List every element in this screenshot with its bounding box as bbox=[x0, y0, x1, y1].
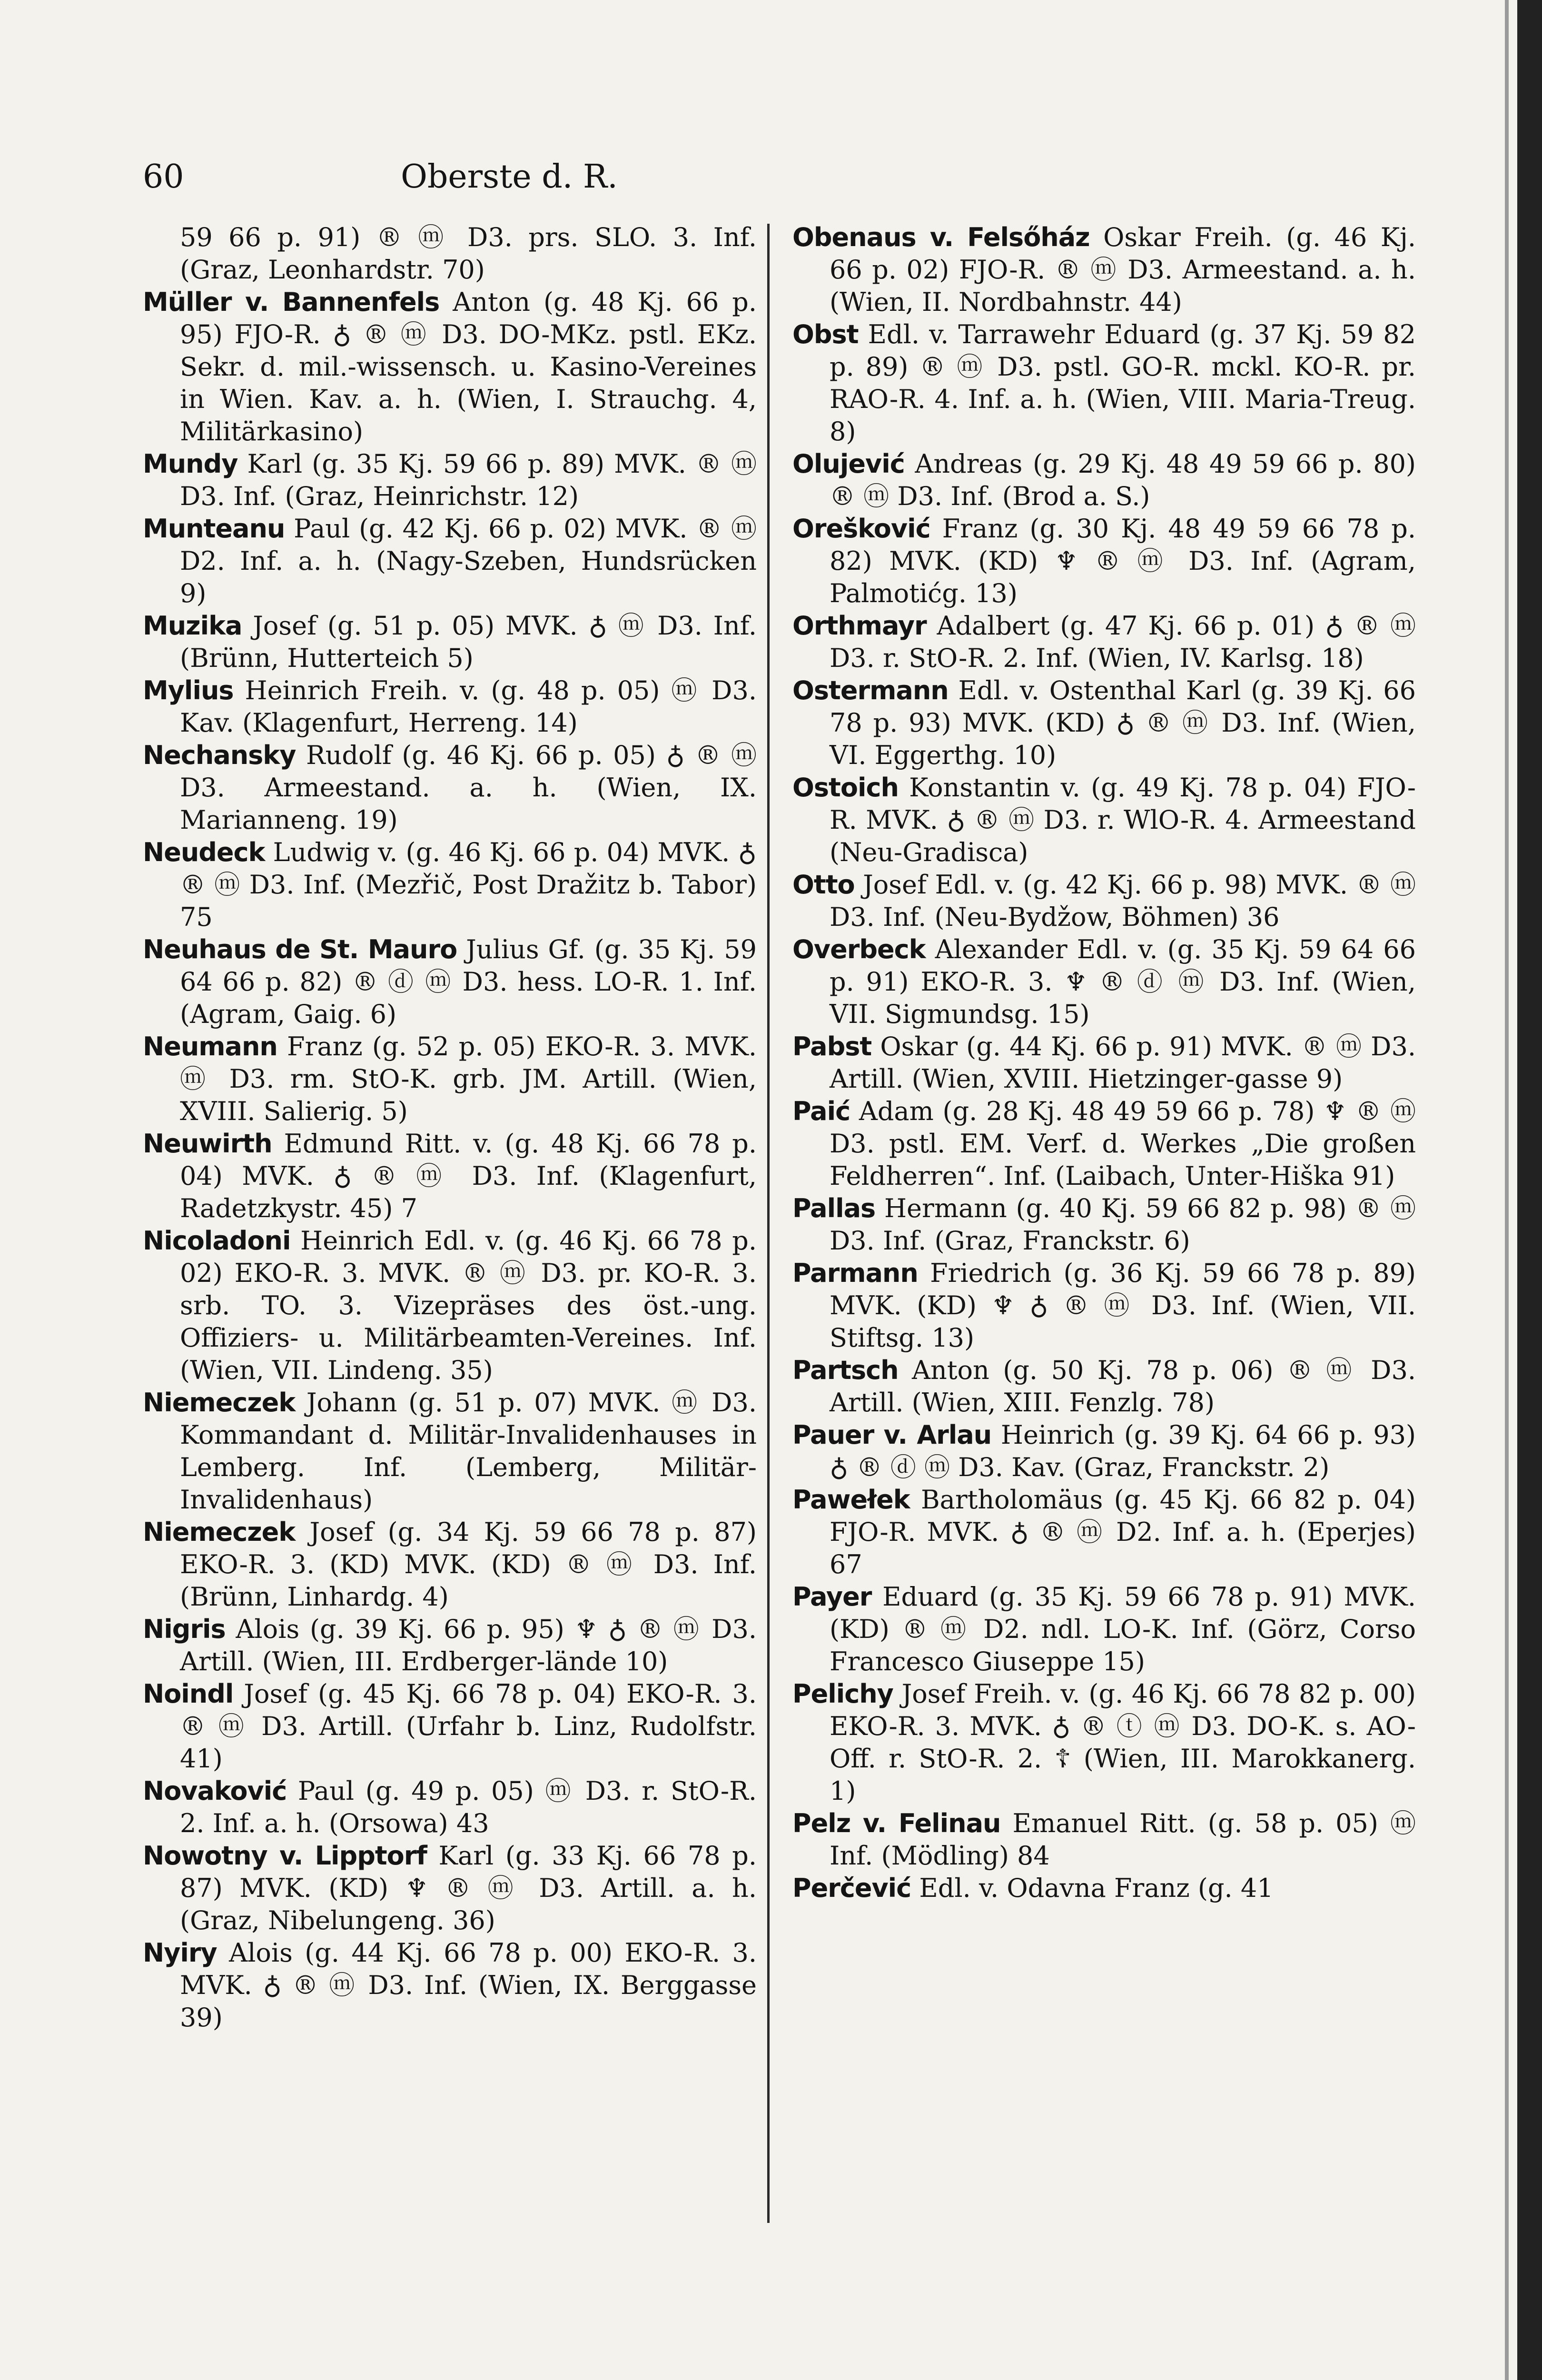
entry-name: Ostermann bbox=[792, 675, 949, 705]
directory-entry bbox=[792, 674, 1416, 772]
entry-name: Orešković bbox=[792, 514, 930, 544]
entry-text: 59 66 p. 91) ® ⓜ D3. prs. SLO. 3. Inf. (Graz, Leonhardstr. 70) bbox=[180, 222, 757, 285]
running-title: Oberste d. R. bbox=[401, 158, 618, 196]
entry-text: Hermann (g. 40 Kj. 59 66 82 p. 98) ® ⓜ D3. Inf. (Graz, Franckstr. 6) bbox=[830, 1193, 1416, 1256]
entry-text: Oskar (g. 44 Kj. 66 p. 91) MVK. ® ⓜ D3. Artill. (Wien, XVIII. Hietzinger-gasse 9) bbox=[830, 1031, 1416, 1094]
entry-text: Josef (g. 45 Kj. 66 78 p. 04) EKO-R. 3. ® ⓜ D3. Artill. (Urfahr b. Linz, Rudolfstr. 41) bbox=[180, 1679, 757, 1774]
entry-name: Parmann bbox=[792, 1258, 918, 1288]
page-edge-shadow bbox=[1517, 0, 1542, 2380]
entry-text: Bartholomäus (g. 45 Kj. 66 82 p. 04) FJO-R. MVK. ♁ ® ⓜ D2. Inf. a. h. (Eperjes) 67 bbox=[830, 1485, 1416, 1579]
directory-entry bbox=[143, 739, 757, 836]
entry-name: Olujević bbox=[792, 449, 905, 479]
entry-text: Paul (g. 42 Kj. 66 p. 02) MVK. ® ⓜ D2. Inf. a. h. (Nagy-Szeben, Hundsrücken 9) bbox=[180, 514, 757, 608]
entry-text: Edl. v. Ostenthal Karl (g. 39 Kj. 66 78 p. 93) MVK. (KD) ♁ ® ⓜ D3. Inf. (Wien, VI. Eggerthg. 10) bbox=[830, 675, 1416, 770]
directory-entry bbox=[792, 1192, 1416, 1257]
entry-text: Konstantin v. (g. 49 Kj. 78 p. 04) FJO-R. MVK. ♁ ® ⓜ D3. r. WlO-R. 4. Armeestand (Neu-Gradisca) bbox=[830, 773, 1416, 867]
entry-name: Mylius bbox=[143, 675, 234, 705]
entry-text: Rudolf (g. 46 Kj. 66 p. 05) ♁ ® ⓜ D3. Armeestand. a. h. (Wien, IX. Marianneng. 19) bbox=[180, 740, 757, 835]
entry-text: Josef (g. 34 Kj. 59 66 78 p. 87) EKO-R. 3. (KD) MVK. (KD) ® ⓜ D3. Inf. (Brünn, Linhardg. 4) bbox=[180, 1517, 757, 1612]
directory-entry bbox=[792, 1581, 1416, 1678]
page-header bbox=[143, 153, 876, 201]
entry-text: Heinrich Edl. v. (g. 46 Kj. 66 78 p. 02) EKO-R. 3. MVK. ® ⓜ D3. pr. KO-R. 3. srb. TO. 3. Vizepräses des öst.-ung. Offiziers- u. Militärbeamten-Vereines. Inf. (Wien, VII. Lindeng. 35) bbox=[180, 1226, 757, 1385]
directory-entry bbox=[143, 1516, 757, 1613]
entry-text: Friedrich (g. 36 Kj. 59 66 78 p. 89) MVK. (KD) ♆ ♁ ® ⓜ D3. Inf. (Wien, VII. Stiftsg. 13) bbox=[830, 1258, 1416, 1353]
entry-name: Pelichy bbox=[792, 1679, 893, 1709]
entry-text: Alois (g. 39 Kj. 66 p. 95) ♆ ♁ ® ⓜ D3. Artill. (Wien, III. Erdberger-lände 10) bbox=[180, 1614, 757, 1676]
entry-name: Novaković bbox=[143, 1776, 287, 1806]
entry-name: Pallas bbox=[792, 1193, 876, 1223]
entry-text: Ludwig v. (g. 46 Kj. 66 p. 04) MVK. ♁ ® ⓜ D3. Inf. (Mezřič, Post Dražitz b. Tabor) 75 bbox=[180, 837, 757, 932]
directory-entry bbox=[792, 772, 1416, 869]
directory-entry bbox=[792, 869, 1416, 933]
entry-text: Oskar Freih. (g. 46 Kj. 66 p. 02) FJO-R. ® ⓜ D3. Armeestand. a. h. (Wien, II. Nordbahnstr. 44) bbox=[830, 222, 1416, 317]
entry-name: Obenaus v. Felsőház bbox=[792, 222, 1090, 252]
directory-entry bbox=[792, 1095, 1416, 1192]
page-edge-line bbox=[1505, 0, 1509, 2380]
directory-entry bbox=[143, 1225, 757, 1387]
entry-name: Pawełek bbox=[792, 1485, 910, 1515]
entry-text: Josef Edl. v. (g. 42 Kj. 66 p. 98) MVK. ® ⓜ D3. Inf. (Neu-Bydžow, Böhmen) 36 bbox=[830, 870, 1416, 932]
entry-name: Nicoladoni bbox=[143, 1226, 291, 1256]
entry-name: Neudeck bbox=[143, 837, 265, 867]
directory-entry bbox=[143, 610, 757, 674]
entry-name: Pauer v. Arlau bbox=[792, 1420, 992, 1450]
entry-name: Nyiry bbox=[143, 1938, 217, 1968]
directory-entry bbox=[143, 513, 757, 610]
entry-name: Paić bbox=[792, 1096, 850, 1126]
directory-entry bbox=[143, 674, 757, 739]
entry-text: Paul (g. 49 p. 05) ⓜ D3. r. StO-R. 2. Inf. a. h. (Orsowa) 43 bbox=[180, 1776, 757, 1838]
entry-name: Payer bbox=[792, 1582, 872, 1612]
entry-name: Neumann bbox=[143, 1031, 277, 1061]
entry-name: Pabst bbox=[792, 1031, 872, 1061]
directory-entry bbox=[792, 1257, 1416, 1354]
entry-name: Overbeck bbox=[792, 934, 926, 964]
entry-text: Andreas (g. 29 Kj. 48 49 59 66 p. 80) ® ⓜ D3. Inf. (Brod a. S.) bbox=[830, 449, 1416, 511]
entry-name: Otto bbox=[792, 870, 855, 900]
directory-entry bbox=[792, 1807, 1416, 1872]
entry-name: Neuhaus de St. Mauro bbox=[143, 934, 457, 964]
entry-text: Josef Freih. v. (g. 46 Kj. 66 78 82 p. 00) EKO-R. 3. MVK. ♁ ® ⓣ ⓜ D3. DO-K. s. AO-Off. r. StO-R. 2. ☦ (Wien, III. Marokkanerg. 1) bbox=[830, 1679, 1416, 1806]
entry-name: Mundy bbox=[143, 449, 238, 479]
entry-name: Ostoich bbox=[792, 773, 899, 803]
directory-entry bbox=[792, 1678, 1416, 1807]
entry-name: Nechansky bbox=[143, 740, 296, 770]
directory-entry bbox=[792, 221, 1416, 318]
directory-entry bbox=[143, 1678, 757, 1775]
directory-entry bbox=[143, 1937, 757, 2034]
directory-entry bbox=[143, 286, 757, 448]
directory-entry bbox=[792, 1872, 1416, 1904]
entry-text: Eduard (g. 35 Kj. 59 66 78 p. 91) MVK. (KD) ® ⓜ D2. ndl. LO-K. Inf. (Görz, Corso Francesco Giuseppe 15) bbox=[830, 1582, 1416, 1676]
entry-name: Nigris bbox=[143, 1614, 226, 1644]
directory-entry bbox=[143, 1128, 757, 1225]
entry-text: Edl. v. Tarrawehr Eduard (g. 37 Kj. 59 82 p. 89) ® ⓜ D3. pstl. GO-R. mckl. KO-R. pr. RAO-R. 4. Inf. a. h. (Wien, VIII. Maria-Treug. 8) bbox=[830, 319, 1416, 446]
directory-entry bbox=[792, 513, 1416, 610]
entry-text: Edmund Ritt. v. (g. 48 Kj. 66 78 p. 04) MVK. ♁ ® ⓜ D3. Inf. (Klagenfurt, Radetzkystr. 45) 7 bbox=[180, 1129, 757, 1223]
entry-text: Karl (g. 35 Kj. 59 66 p. 89) MVK. ® ⓜ D3. Inf. (Graz, Heinrichstr. 12) bbox=[180, 449, 757, 511]
entry-name: Niemeczek bbox=[143, 1517, 296, 1547]
entry-text: Josef (g. 51 p. 05) MVK. ♁ ⓜ D3. Inf. (Brünn, Hutterteich 5) bbox=[180, 611, 757, 673]
entry-name: Pelz v. Felinau bbox=[792, 1808, 1001, 1838]
entry-name: Müller v. Bannenfels bbox=[143, 287, 440, 317]
entry-text: Alexander Edl. v. (g. 35 Kj. 59 64 66 p. 91) EKO-R. 3. ♆ ® ⓓ ⓜ D3. Inf. (Wien, VII. Sigmundsg. 15) bbox=[830, 934, 1416, 1029]
directory-entry bbox=[143, 1613, 757, 1678]
directory-entry bbox=[143, 1031, 757, 1128]
entry-name: Munteanu bbox=[143, 514, 285, 544]
entry-name: Muzika bbox=[143, 611, 242, 641]
entry-text: Heinrich Freih. v. (g. 48 p. 05) ⓜ D3. Kav. (Klagenfurt, Herreng. 14) bbox=[180, 675, 757, 738]
entry-text: Emanuel Ritt. (g. 58 p. 05) ⓜ Inf. (Mödling) 84 bbox=[830, 1808, 1416, 1871]
entry-name: Niemeczek bbox=[143, 1388, 296, 1418]
directory-entry bbox=[792, 1419, 1416, 1484]
directory-entry bbox=[792, 1484, 1416, 1581]
entry-name: Partsch bbox=[792, 1355, 899, 1385]
entry-name: Orthmayr bbox=[792, 611, 927, 641]
entry-text: Franz (g. 30 Kj. 48 49 59 66 78 p. 82) MVK. (KD) ♆ ® ⓜ D3. Inf. (Agram, Palmotićg. 13) bbox=[830, 514, 1416, 608]
entry-text: Alois (g. 44 Kj. 66 78 p. 00) EKO-R. 3. MVK. ♁ ® ⓜ D3. Inf. (Wien, IX. Berggasse 39) bbox=[180, 1938, 757, 2033]
directory-entry bbox=[792, 610, 1416, 674]
directory-entry bbox=[792, 448, 1416, 513]
column-divider bbox=[767, 224, 770, 2223]
directory-entry bbox=[143, 1775, 757, 1840]
entry-text: Julius Gf. (g. 35 Kj. 59 64 66 p. 82) ® ⓓ ⓜ D3. hess. LO-R. 1. Inf. (Agram, Gaig. 6) bbox=[180, 934, 757, 1029]
directory-entry bbox=[792, 1031, 1416, 1095]
directory-entry bbox=[143, 836, 757, 933]
entry-text: Anton (g. 48 Kj. 66 p. 95) FJO-R. ♁ ® ⓜ D3. DO-MKz. pstl. EKz. Sekr. d. mil.-wissensch. u. Kasino-Vereines in Wien. Kav. a. h. (Wien, I. Strauchg. 4, Militärkasino) bbox=[180, 287, 757, 446]
directory-entry bbox=[143, 448, 757, 513]
left-column bbox=[143, 221, 757, 2034]
directory-entry bbox=[143, 1387, 757, 1516]
entry-name: Nowotny v. Lipptorf bbox=[143, 1841, 427, 1871]
entry-text: Adam (g. 28 Kj. 48 49 59 66 p. 78) ♆ ® ⓜ D3. pstl. EM. Verf. d. Werkes „Die großen Feldherren“. Inf. (Laibach, Unter-Hiška 91) bbox=[830, 1096, 1416, 1191]
entry-name: Perčević bbox=[792, 1873, 911, 1903]
entry-text: Heinrich (g. 39 Kj. 64 66 p. 93) ♁ ® ⓓ ⓜ D3. Kav. (Graz, Franckstr. 2) bbox=[830, 1420, 1416, 1482]
entry-name: Noindl bbox=[143, 1679, 234, 1709]
entry-name: Obst bbox=[792, 319, 859, 349]
directory-entry bbox=[792, 933, 1416, 1031]
entry-text: Anton (g. 50 Kj. 78 p. 06) ® ⓜ D3. Artill. (Wien, XIII. Fenzlg. 78) bbox=[830, 1355, 1416, 1418]
directory-entry bbox=[792, 318, 1416, 448]
directory-entry bbox=[143, 221, 757, 286]
entry-name: Neuwirth bbox=[143, 1129, 272, 1159]
entry-text: Karl (g. 33 Kj. 66 78 p. 87) MVK. (KD) ♆ ® ⓜ D3. Artill. a. h. (Graz, Nibelungeng. 36) bbox=[180, 1841, 757, 1935]
entry-text: Adalbert (g. 47 Kj. 66 p. 01) ♁ ® ⓜ D3. r. StO-R. 2. Inf. (Wien, IV. Karlsg. 18) bbox=[830, 611, 1416, 673]
entry-text: Edl. v. Odavna Franz (g. 41 bbox=[911, 1873, 1274, 1903]
entry-text: Johann (g. 51 p. 07) MVK. ⓜ D3. Kommandant d. Militär-Invalidenhauses in Lemberg. Inf. (Lemberg, Militär-Invalidenhaus) bbox=[180, 1388, 757, 1515]
page-number: 60 bbox=[143, 158, 184, 196]
entry-text: Franz (g. 52 p. 05) EKO-R. 3. MVK. ⓜ D3. rm. StO-K. grb. JM. Artill. (Wien, XVIII. Salierig. 5) bbox=[180, 1031, 757, 1126]
directory-entry bbox=[143, 933, 757, 1031]
directory-entry bbox=[792, 1354, 1416, 1419]
directory-entry bbox=[143, 1840, 757, 1937]
right-column bbox=[792, 221, 1416, 1904]
